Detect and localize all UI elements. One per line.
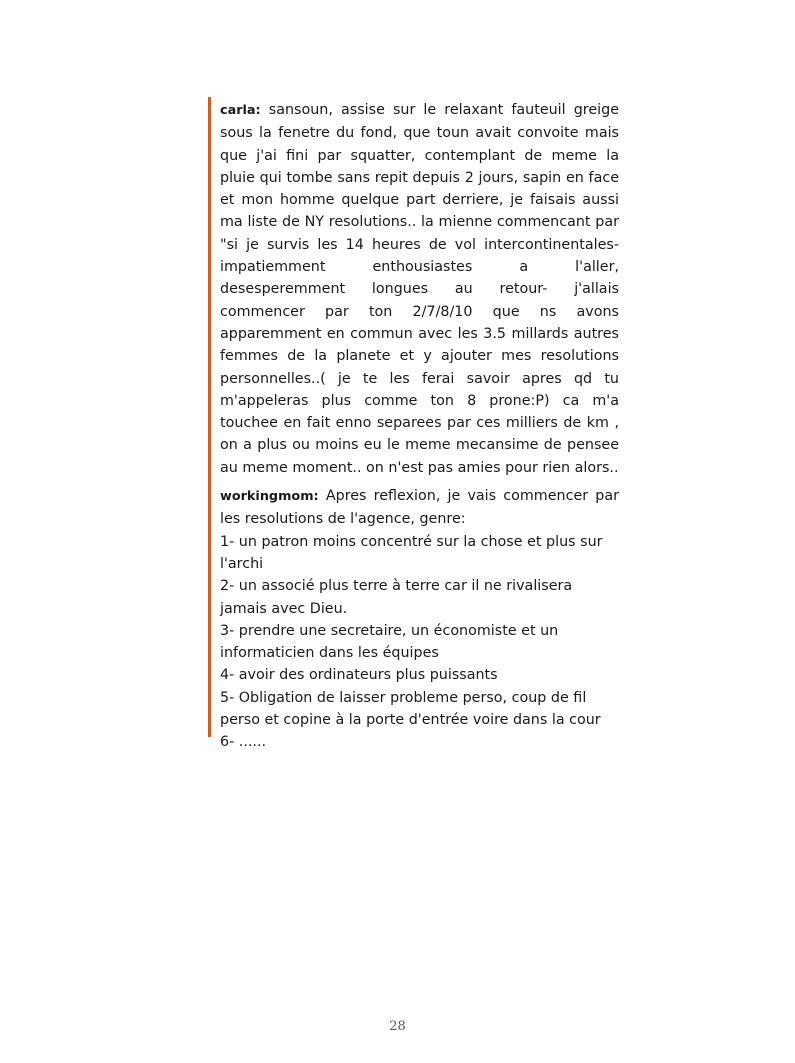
resolution-item: 1- un patron moins concentré sur la chose et plus sur l'archi: [220, 533, 603, 572]
comment-workingmom: [220, 485, 619, 754]
resolution-item: 2- un associé plus terre à terre car il ne rivalisera jamais avec Dieu.: [220, 578, 573, 617]
page-number: 28: [389, 1019, 406, 1034]
resolution-item: 4- avoir des ordinateurs plus puissants: [220, 667, 498, 684]
resolution-item: 3- prendre une secretaire, un économiste et un informaticien dans les équipes: [220, 622, 559, 662]
comment-author: carla:: [220, 103, 261, 118]
resolution-item: 6- ......: [220, 734, 267, 751]
comment-author: workingmom:: [220, 489, 319, 505]
resolution-item: 5- Obligation de laisser probleme perso, coup de fil perso et copine à la porte d'entrée voire dans la cour: [220, 689, 601, 729]
comment-thread: [208, 97, 620, 751]
comment-intro: Apres reflexion, je vais commencer par les resolutions de l'agence, genre:: [220, 488, 620, 528]
comment-carla: [220, 99, 619, 479]
comment-text: sansoun, assise sur le relaxant fauteuil greige sous la fenetre du fond, que toun avait convoite mais que j'ai fini par squatter, contemplant de meme la pluie qui tombe sans repit depuis 2 jours, sapin en face et mon homme quelque part derriere, je faisais aussi ma liste de NY resolutions.. la mienne commencant par "si je survis les 14 heures de vol intercontinentales- impatiemment enthousiastes a l'aller, desesperemment longues au retour- j'allais commencer par ton 2/7/8/10 que ns avons apparemment en commun avec les 3.5 millards autres femmes de la planete et y ajouter mes resolutions personnelles..( je te les ferai savoir apres qd tu m'appeleras plus comme ton 8 prone:P) ca m'a touchee en fait enno separees par ces milliers de km , on a plus ou moins eu le meme mecansime de pensee au meme moment.. on n'est pas amies pour rien alors..: [220, 102, 619, 476]
